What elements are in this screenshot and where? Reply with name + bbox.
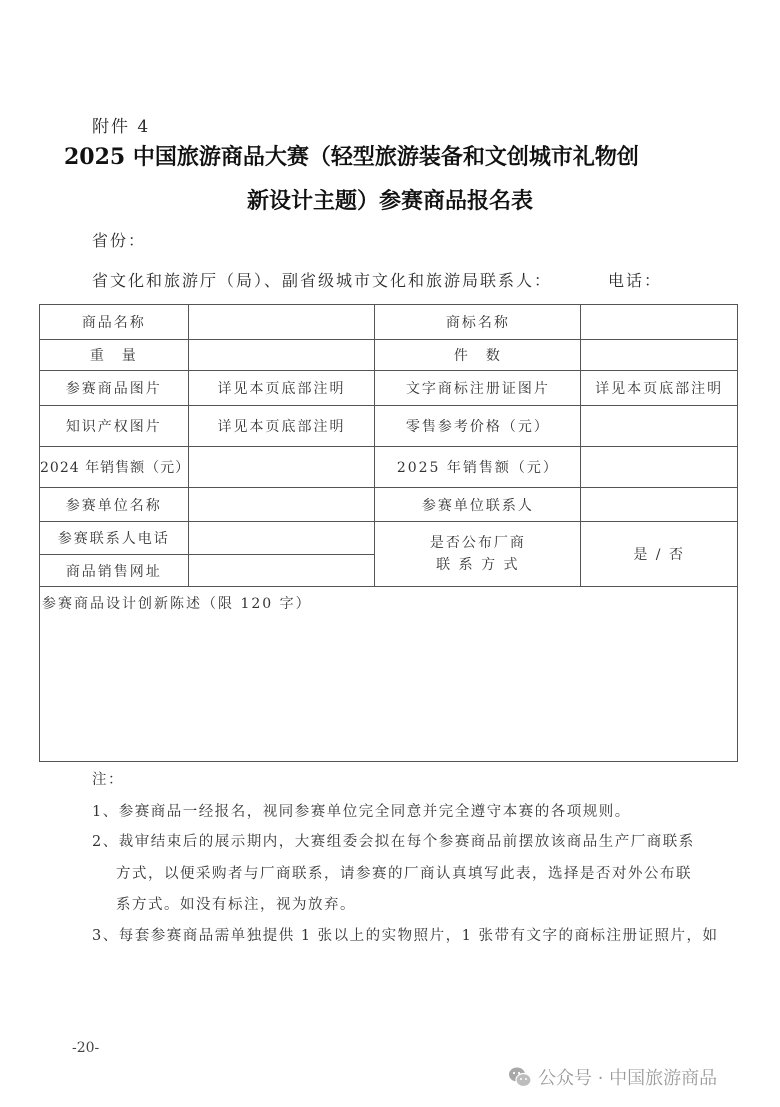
contact-person-label: 省文化和旅游厅（局）、副省级城市文化和旅游局联系人： xyxy=(92,271,553,290)
wechat-icon xyxy=(508,1066,532,1088)
publish-question-line1: 是否公布厂商 xyxy=(429,535,526,551)
entrant-contact-field[interactable] xyxy=(581,488,738,522)
watermark xyxy=(508,1064,717,1090)
sales-2025-field[interactable] xyxy=(581,447,738,488)
sales-2024-label: 2024 年销售额（元） xyxy=(40,447,189,488)
page-number: -20- xyxy=(72,1040,100,1056)
product-images-value: 详见本页底部注明 xyxy=(188,371,375,406)
trademark-cert-value: 详见本页底部注明 xyxy=(581,371,738,406)
publish-contact-question xyxy=(375,522,581,587)
retail-price-label: 零售参考价格（元） xyxy=(375,406,581,447)
note-item-2-cont1: 方式，以便采购者与厂商联系，请参赛的厂商认真填写此表，选择是否对外公布联 xyxy=(116,866,692,882)
province-label: 省份： xyxy=(92,231,147,250)
sales-2024-field[interactable] xyxy=(188,447,375,488)
weight-field[interactable] xyxy=(188,340,375,371)
note-item-2: 2、裁审结束后的展示期内，大赛组委会拟在每个参赛商品前摆放该商品生产厂商联系 xyxy=(92,834,695,850)
retail-price-field[interactable] xyxy=(581,406,738,447)
entrant-name-label: 参赛单位名称 xyxy=(40,488,189,522)
phone-label: 电话： xyxy=(608,271,663,290)
note-item-2-cont2: 系方式。如没有标注，视为放弃。 xyxy=(116,897,356,913)
quantity-label: 件 数 xyxy=(375,340,581,371)
brand-name-field[interactable] xyxy=(581,305,738,340)
product-name-field[interactable] xyxy=(188,305,375,340)
note-item-1: 1、参赛商品一经报名，视同参赛单位完全同意并完全遵守本赛的各项规则。 xyxy=(92,804,631,820)
registration-form-table xyxy=(39,304,738,762)
sales-url-label: 商品销售网址 xyxy=(40,555,189,587)
note-item-3: 3、每套参赛商品需单独提供 1 张以上的实物照片，1 张带有文字的商标注册证照片，如 xyxy=(92,928,719,944)
notes-label: 注： xyxy=(92,772,124,788)
watermark-text: 公众号 · 中国旅游商品 xyxy=(538,1068,718,1089)
sales-url-field[interactable] xyxy=(188,555,375,587)
sales-2025-label: 2025 年销售额（元） xyxy=(375,447,581,488)
entrant-name-field[interactable] xyxy=(188,488,375,522)
brand-name-label: 商标名称 xyxy=(375,305,581,340)
ip-images-label: 知识产权图片 xyxy=(40,406,189,447)
contact-phone-field[interactable] xyxy=(188,522,375,555)
page-title-line1: 2025 中国旅游商品大赛（轻型旅游装备和文创城市礼物创 xyxy=(64,144,639,170)
publish-contact-choice[interactable]: 是 / 否 xyxy=(581,522,738,587)
publish-question-line2: 联 系 方 式 xyxy=(436,557,520,573)
product-name-label: 商品名称 xyxy=(40,305,189,340)
trademark-cert-label: 文字商标注册证图片 xyxy=(375,371,581,406)
page-title-line2: 新设计主题）参赛商品报名表 xyxy=(246,188,533,214)
design-description-label: 参赛商品设计创新陈述（限 120 字） xyxy=(42,596,312,612)
contact-phone-label: 参赛联系人电话 xyxy=(40,522,189,555)
attachment-label: 附件 4 xyxy=(92,117,151,137)
design-description-field[interactable] xyxy=(40,587,738,762)
product-images-label: 参赛商品图片 xyxy=(40,371,189,406)
quantity-field[interactable] xyxy=(581,340,738,371)
weight-label: 重 量 xyxy=(40,340,189,371)
entrant-contact-label: 参赛单位联系人 xyxy=(375,488,581,522)
ip-images-value: 详见本页底部注明 xyxy=(188,406,375,447)
